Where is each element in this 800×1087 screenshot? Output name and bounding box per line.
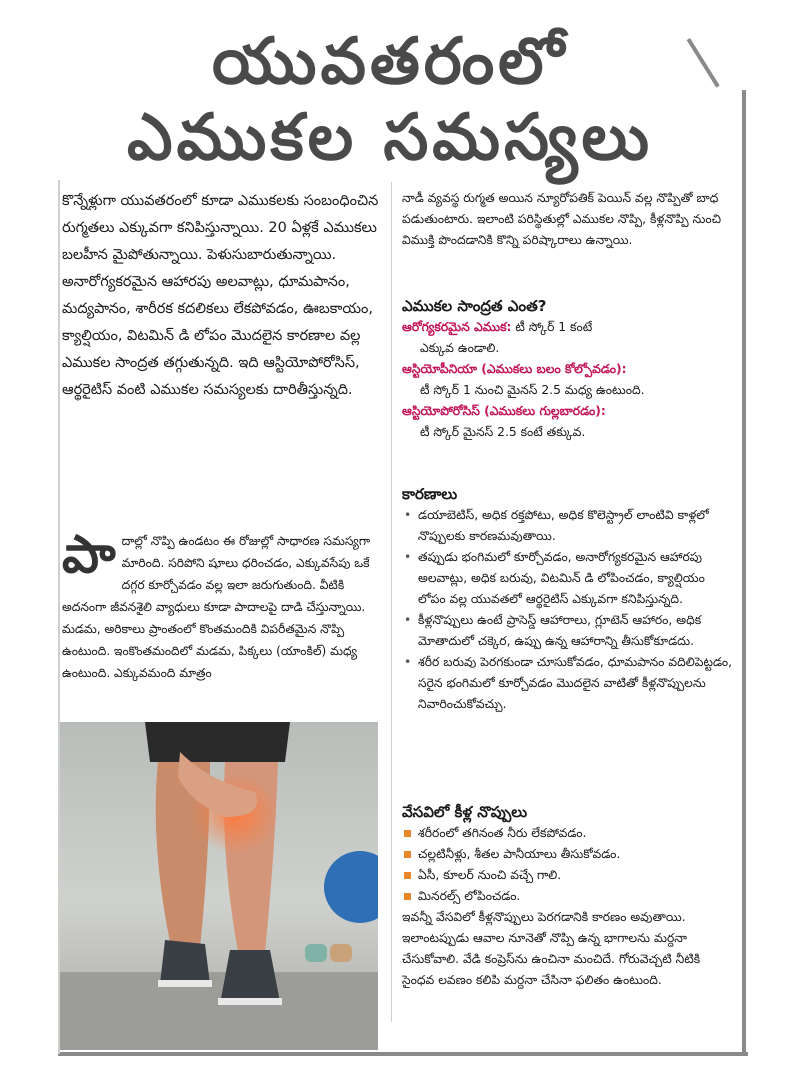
osteopenia-label: ఆస్టియోపీనియా (ఎముకలు బలం కోల్పోవడం):	[402, 362, 627, 376]
list-item: మినరల్స్ లోపించడం.	[402, 886, 734, 907]
intro-paragraph: కొన్నేళ్లుగా యువతరంలో కూడా ఎముకలకు సంబంధించిన రుగ్మతలు ఎక్కువగా కనిపిస్తున్నాయి. 20 ఏళ్లకే ఎముకలు బలహీన మైపోతున్నాయి. పెళుసుబారుతున్నాయి. అనారోగ్యకరమైన ఆహారపు అలవాట్లు, ధూమపానం, మద్యపానం, శారీరక కదలికలు లేకపోవడం, ఊబకాయం, క్యాల్షియం, విటమిన్ డి లోపం మొదలైన కారణాల వల్ల ఎముకల సాంద్రత తగ్గుతున్నది. ఇది ఆస్టియోపోరోసిస్, ఆర్థరైటిస్ వంటి ఎముకల సమస్యలకు దారితీస్తున్నది.	[62, 193, 379, 398]
causes-list	[402, 505, 734, 715]
list-item: • శరీర బరువు పెరగకుండా చూసుకోవడం, ధూమపానం వదిలిపెట్టడం, సరైన భంగిమలో కూర్చోవడం మొదలైన వాటితో కీళ్లనొప్పులను నివారించుకోవచ్చు.	[402, 652, 734, 715]
right-column	[402, 188, 734, 987]
causes-section	[402, 484, 734, 715]
foot-pain-article	[62, 525, 384, 684]
right-column-intro: నాడీ వ్యవస్థ రుగ్మత అయిన న్యూరోపతిక్ పెయిన్ వల్ల నొప్పితో బాధ పడుతుంటారు. ఇలాంటి పరిస్థితుల్లో ఎముకల నొప్పి, కీళ్లనొప్పి నుంచి విముక్తి పొందడానికి కొన్ని పరిష్కారాలు ఉన్నాయి.	[402, 191, 722, 247]
drop-cap: పా	[62, 525, 116, 585]
list-item: చల్లటినీళ్లు, శీతల పానీయాలు తీసుకోవడం.	[402, 844, 734, 865]
headline-line-2: ఎముకల సమస్యలు	[126, 101, 654, 175]
column-divider	[391, 182, 392, 1022]
foot-pain-text: దాల్లో నొప్పి ఉండటం ఈ రోజుల్లో సాధారణ సమస్యగా మారింది. సరిపోని షూలు ధరించడం, ఎక్కువసేపు ఒకే దగ్గర కూర్చోవడం వల్ల ఇలా జరుగుతుంది. వీటికి అదనంగా జీవనశైలి వ్యాధులు కూడా పాదాలపై దాడి చేస్తున్నాయి. మడమ, అరికాలు ప్రాంతంలో కొంతమందికి విపరీతమైన నొప్పి ఉంటుంది. ఇంకొంతమందిలో మడమ, పిక్కలు (యాంకిల్) మధ్య ఉంటుంది. ఎక్కువమంది మాత్రం	[62, 534, 371, 680]
healthy-label: ఆరోగ్యకరమైన ఎముక:	[402, 320, 512, 334]
left-shoe	[160, 940, 210, 984]
knee-pain-photo	[60, 722, 378, 1050]
list-item: • కీళ్లనొప్పులు ఉంటే ప్రాసెస్డ్ ఆహారాలు, గ్లూటెన్ ఆహారం, అధిక మోతాదులో చక్కెర, ఉప్పు ఉన్న ఆహారాన్ని తీసుకోకూడదు.	[402, 610, 734, 652]
healthy-row	[402, 317, 645, 338]
list-item: • తప్పుడు భంగిమలో కూర్చోవడం, అనారోగ్యకరమైన ఆహారపు అలవాట్లు, అధిక బరువు, విటమిన్ డి లోపించడం, క్యాల్షియం లోపం వల్ల యువతలో ఆర్థరైటిస్ ఎక్కువగా కనిపిస్తున్నది.	[402, 547, 734, 610]
summer-list	[402, 823, 734, 907]
list-item: • డయాబెటిస్, అధిక రక్తపోటు, అధిక కొలెస్ట్రాల్ లాంటివి కాళ్లలో నొప్పులకు కారణమవుతాయి.	[402, 505, 734, 547]
exercise-ball	[324, 851, 378, 923]
knee-pain-illustration	[60, 722, 378, 1050]
density-title: ఎముకల సాంద్రత ఎంత?	[402, 297, 547, 315]
healthy-continuation: ఎక్కువ ఉండాలి.	[420, 341, 500, 355]
list-item: శరీరంలో తగినంత నీరు లేకపోవడం.	[402, 823, 734, 844]
right-sole	[218, 998, 282, 1005]
frame-right-border	[742, 90, 746, 1055]
healthy-text: టీ స్కోర్ 1 కంటే	[515, 320, 593, 334]
floor	[60, 972, 378, 1050]
causes-title: కారణాలు	[402, 485, 458, 503]
shorts	[145, 722, 290, 762]
osteopenia-text: టీ స్కోర్ 1 నుంచి మైనస్ 2.5 మధ్య ఉంటుంది.	[420, 383, 645, 397]
osteoporosis-label: ఆస్టియోపోరోసిస్ (ఎముకలు గుల్లబారడం):	[402, 404, 606, 418]
density-section	[402, 296, 645, 443]
kettlebell-2	[330, 944, 352, 962]
summer-closing: ఇవన్నీ వేసవిలో కీళ్లనొప్పులు పెరగడానికి కారణం అవుతాయి. ఇలాంటప్పుడు ఆవాల నూనెతో నొప్పి ఉన్న భాగాలను మర్దనా చేసుకోవాలి. వేడి కంప్రెస్‌ను ఉంచినా మంచిదే. గోరువెచ్చటి నీటికి సైంధవ లవణం కలిపి మర్దనా చేసినా ఫలితం ఉంటుంది.	[402, 910, 701, 987]
kettlebell-1	[305, 944, 327, 962]
right-shoe	[220, 950, 280, 1004]
headline-line-1: యువతరంలో	[212, 25, 568, 99]
frame-bottom-border	[58, 1052, 748, 1056]
summer-title: వేసవిలో కీళ్ల నొప్పులు	[402, 803, 528, 821]
summer-section	[402, 802, 734, 991]
list-item: ఏసీ, కూలర్ నుంచి వచ్చే గాలి.	[402, 865, 734, 886]
osteoporosis-text: టీ స్కోర్ మైనస్ 2.5 కంటే తక్కువ.	[420, 425, 586, 439]
left-sole	[158, 980, 212, 987]
